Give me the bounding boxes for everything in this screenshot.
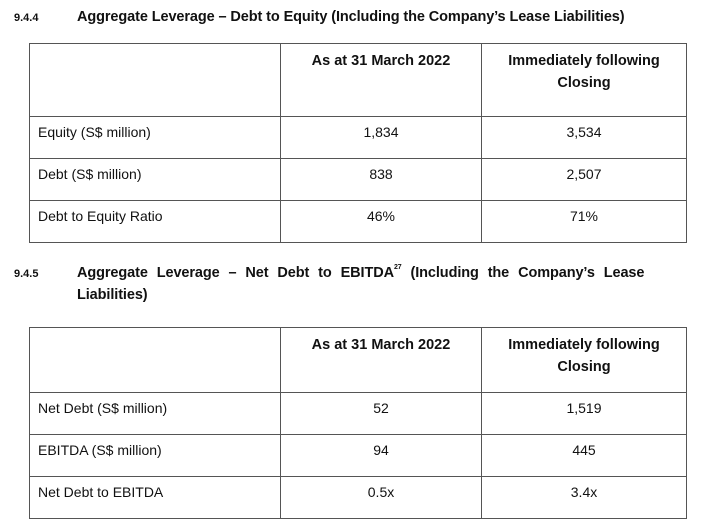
following-value: 2,507 xyxy=(482,159,687,201)
header-cell-empty xyxy=(30,328,281,393)
section-title-part: (Including the Company’s Lease xyxy=(410,265,645,281)
section-title xyxy=(77,265,685,281)
header-as-at: As at 31 March 2022 xyxy=(281,328,482,393)
following-value: 1,519 xyxy=(482,393,687,435)
section-number: 9.4.5 xyxy=(14,268,39,280)
as-at-value: 838 xyxy=(281,159,482,201)
net-debt-to-ebitda-table xyxy=(29,327,687,519)
as-at-value: 46% xyxy=(281,201,482,243)
table-row xyxy=(30,477,687,519)
table-header-row xyxy=(30,328,687,393)
section-number: 9.4.4 xyxy=(14,12,39,24)
table-row xyxy=(30,435,687,477)
row-label: Debt (S$ million) xyxy=(30,159,281,201)
section-title-line2: Liabilities) xyxy=(77,287,148,303)
following-value: 3,534 xyxy=(482,117,687,159)
as-at-value: 94 xyxy=(281,435,482,477)
header-cell-empty xyxy=(30,44,281,117)
table-row xyxy=(30,159,687,201)
row-label: Net Debt to EBITDA xyxy=(30,477,281,519)
debt-to-equity-table xyxy=(29,43,687,243)
following-value: 445 xyxy=(482,435,687,477)
as-at-value: 0.5x xyxy=(281,477,482,519)
section-title: Aggregate Leverage – Debt to Equity (Including the Company’s Lease Liabilities) xyxy=(77,9,625,25)
following-value: 71% xyxy=(482,201,687,243)
as-at-value: 1,834 xyxy=(281,117,482,159)
section-title-part: Aggregate Leverage – Net Debt to EBITDA xyxy=(77,265,394,281)
table-row xyxy=(30,201,687,243)
header-following-closing: Immediately following Closing xyxy=(482,328,687,393)
row-label: Equity (S$ million) xyxy=(30,117,281,159)
following-value: 3.4x xyxy=(482,477,687,519)
table-header-row xyxy=(30,44,687,117)
header-as-at: As at 31 March 2022 xyxy=(281,44,482,117)
row-label: Net Debt (S$ million) xyxy=(30,393,281,435)
header-following-closing: Immediately following Closing xyxy=(482,44,687,117)
row-label: Debt to Equity Ratio xyxy=(30,201,281,243)
as-at-value: 52 xyxy=(281,393,482,435)
table-row xyxy=(30,393,687,435)
table-row xyxy=(30,117,687,159)
footnote-ref[interactable]: 27 xyxy=(393,264,402,271)
row-label: EBITDA (S$ million) xyxy=(30,435,281,477)
